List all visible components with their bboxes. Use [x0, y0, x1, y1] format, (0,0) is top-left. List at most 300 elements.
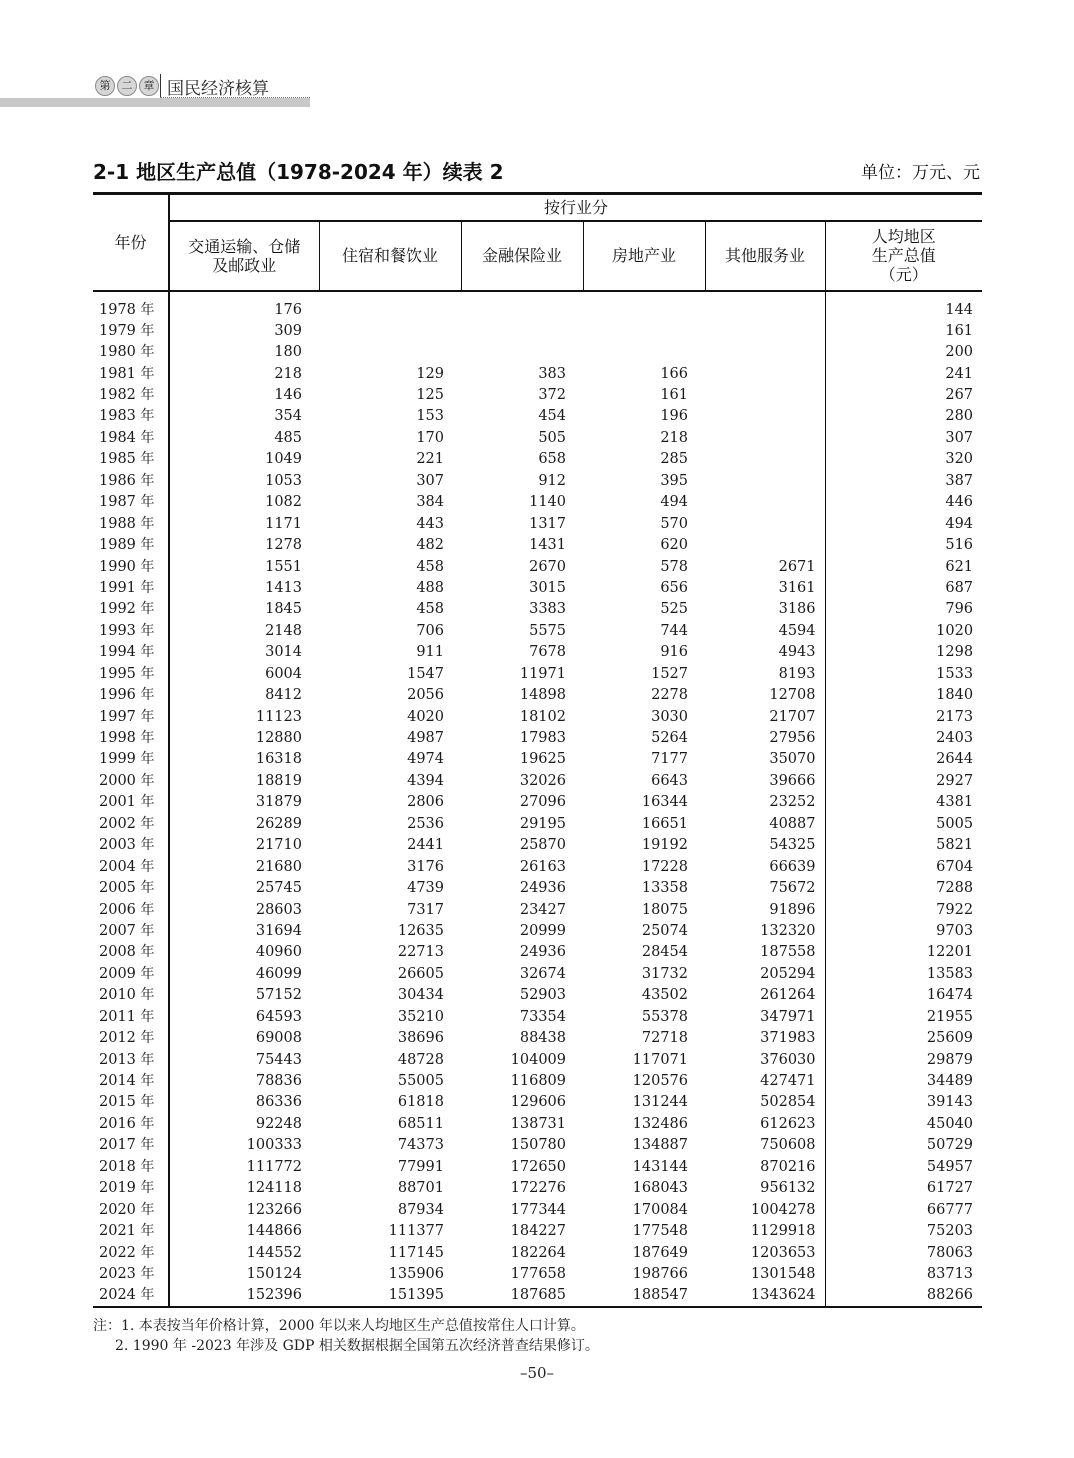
other-services-cell: 39666 [705, 771, 825, 792]
transport-cell: 75443 [255, 1051, 302, 1068]
transport-cell: 2148 [265, 622, 302, 639]
hospitality-cell: 77991 [397, 1158, 444, 1175]
year-value: 1983 [99, 408, 136, 425]
table-row [93, 728, 982, 749]
hospitality-cell: 911 [416, 644, 444, 661]
hospitality-cell: 74373 [397, 1137, 444, 1154]
year-cell [93, 1221, 169, 1242]
table-row [93, 1071, 982, 1092]
year-cell [93, 792, 169, 813]
year-cell [93, 964, 169, 985]
transport-cell: 31694 [255, 922, 302, 939]
finance-cell: 172650 [510, 1158, 566, 1175]
year-value: 1982 [99, 387, 136, 404]
finance-cell: 116809 [510, 1073, 566, 1090]
hospitality-cell: 4987 [407, 730, 444, 747]
other-services-cell [705, 513, 825, 534]
hospitality-cell: 111377 [388, 1223, 444, 1240]
table-row [93, 1285, 982, 1307]
real-estate-cell: 744 [660, 622, 688, 639]
hospitality-cell: 488 [416, 579, 444, 596]
finance-cell: 454 [538, 408, 566, 425]
hospitality-cell: 2806 [407, 794, 444, 811]
per-capita-gdp-cell: 621 [945, 558, 974, 575]
year-suffix: 年 [140, 901, 155, 918]
unit-label: 单位：万元、元 [861, 163, 980, 183]
other-services-cell [705, 535, 825, 556]
year-cell [93, 578, 169, 599]
table-row [93, 749, 982, 770]
hospitality-cell: 129 [416, 365, 444, 382]
per-capita-gdp-cell: 45040 [926, 1115, 974, 1132]
table-row [93, 578, 982, 599]
other-services-cell [705, 449, 825, 470]
per-capita-gdp-cell: 29879 [926, 1051, 974, 1068]
year-suffix: 年 [140, 1180, 155, 1197]
table-row [93, 449, 982, 470]
per-capita-gdp-cell: 83713 [926, 1265, 974, 1282]
table-row [93, 985, 982, 1006]
page-number: –50– [519, 1364, 555, 1382]
transport-cell: 92248 [255, 1115, 302, 1132]
transport-cell: 218 [274, 365, 302, 382]
hospitality-cell: 4394 [407, 772, 444, 789]
transport-cell: 111772 [246, 1158, 302, 1175]
real-estate-cell: 31732 [641, 965, 688, 982]
hospitality-cell: 443 [416, 515, 444, 532]
year-value: 2011 [99, 1008, 136, 1025]
hospitality-cell: 458 [416, 601, 444, 618]
hospitality-cell: 117145 [388, 1244, 444, 1261]
year-suffix: 年 [140, 944, 155, 961]
finance-cell: 912 [538, 472, 566, 489]
table-row [93, 1157, 982, 1178]
real-estate-cell: 166 [660, 365, 688, 382]
real-estate-cell: 6643 [651, 772, 688, 789]
other-services-cell: 4943 [705, 642, 825, 663]
real-estate-cell: 132486 [632, 1115, 688, 1132]
real-estate-cell: 7177 [651, 751, 688, 768]
finance-cell: 11971 [519, 665, 566, 682]
per-capita-gdp-cell: 494 [945, 515, 974, 532]
finance-cell: 187685 [461, 1285, 583, 1307]
year-cell [93, 835, 169, 856]
per-capita-gdp-cell: 320 [945, 451, 974, 468]
hospitality-cell [319, 321, 461, 342]
transport-cell: 152396 [169, 1285, 319, 1307]
other-services-cell: 261264 [705, 985, 825, 1006]
year-value: 2005 [99, 880, 136, 897]
per-capita-gdp-cell: 6704 [936, 858, 974, 875]
hospitality-cell: 38696 [397, 1030, 444, 1047]
other-services-cell: 66639 [705, 856, 825, 877]
hospitality-cell: 135906 [388, 1265, 444, 1282]
real-estate-cell: 43502 [641, 987, 688, 1004]
year-value: 2004 [99, 858, 136, 875]
other-services-cell: 8193 [705, 664, 825, 685]
year-value: 1991 [99, 579, 136, 596]
year-suffix: 年 [140, 558, 155, 575]
header-per-capita-line: （元） [879, 265, 928, 284]
other-services-cell: 12708 [705, 685, 825, 706]
real-estate-cell: 17228 [641, 858, 688, 875]
table-row [93, 685, 982, 706]
other-services-cell [705, 291, 825, 321]
year-cell [93, 771, 169, 792]
hospitality-cell: 151395 [319, 1285, 461, 1307]
transport-cell: 28603 [255, 901, 302, 918]
transport-cell: 1171 [265, 515, 302, 532]
other-services-cell: 1343624 [705, 1285, 825, 1307]
other-services-cell: 376030 [705, 1049, 825, 1070]
other-services-cell: 23252 [705, 792, 825, 813]
finance-cell [461, 342, 583, 363]
hospitality-cell: 125 [416, 387, 444, 404]
other-services-cell: 502854 [705, 1092, 825, 1113]
other-services-cell: 371983 [705, 1028, 825, 1049]
header-finance: 金融保险业 [461, 221, 583, 291]
year-suffix: 年 [140, 1073, 155, 1090]
real-estate-cell [583, 321, 705, 342]
hospitality-cell: 384 [416, 494, 444, 511]
table-row [93, 706, 982, 727]
transport-cell: 144552 [246, 1244, 302, 1261]
per-capita-gdp-cell: 1298 [936, 644, 974, 661]
header-per-capita-line: 生产总值 [871, 246, 936, 265]
year-value: 2003 [99, 837, 136, 854]
real-estate-cell: 131244 [632, 1094, 688, 1111]
hospitality-cell [319, 342, 461, 363]
header-other-services: 其他服务业 [705, 221, 825, 291]
year-cell [93, 1028, 169, 1049]
year-value: 2007 [99, 922, 136, 939]
transport-cell: 8412 [265, 687, 302, 704]
other-services-cell: 1301548 [705, 1264, 825, 1285]
other-services-cell: 612623 [705, 1114, 825, 1135]
real-estate-cell: 134887 [632, 1137, 688, 1154]
year-suffix: 年 [140, 1115, 155, 1132]
per-capita-gdp-cell: 5821 [936, 837, 974, 854]
transport-cell: 1053 [265, 472, 302, 489]
per-capita-gdp-cell: 66777 [926, 1201, 974, 1218]
year-value: 1998 [99, 730, 136, 747]
year-cell [93, 1199, 169, 1220]
finance-cell: 372 [538, 387, 566, 404]
finance-cell: 658 [538, 451, 566, 468]
year-value: 2009 [99, 965, 136, 982]
other-services-cell [705, 342, 825, 363]
finance-cell: 29195 [519, 815, 566, 832]
per-capita-gdp-cell: 50729 [926, 1137, 974, 1154]
header-hospitality: 住宿和餐饮业 [319, 221, 461, 291]
transport-cell: 1049 [265, 451, 302, 468]
per-capita-gdp-cell: 16474 [926, 987, 974, 1004]
real-estate-cell: 1527 [651, 665, 688, 682]
year-value: 2002 [99, 815, 136, 832]
per-capita-gdp-cell: 1533 [936, 665, 974, 682]
real-estate-cell: 161 [660, 387, 688, 404]
real-estate-cell: 19192 [641, 837, 688, 854]
table-row [93, 1007, 982, 1028]
other-services-cell [705, 471, 825, 492]
hospitality-cell: 88701 [397, 1180, 444, 1197]
year-suffix: 年 [140, 794, 155, 811]
other-services-cell: 1129918 [705, 1221, 825, 1242]
per-capita-gdp-cell: 241 [945, 365, 974, 382]
year-cell [93, 321, 169, 342]
transport-cell: 146 [274, 387, 302, 404]
per-capita-gdp-cell: 39143 [926, 1094, 974, 1111]
year-value: 2017 [99, 1137, 136, 1154]
year-suffix: 年 [140, 687, 155, 704]
year-value: 1986 [99, 472, 136, 489]
year-cell [93, 749, 169, 770]
year-cell [93, 291, 169, 321]
other-services-cell: 750608 [705, 1135, 825, 1156]
finance-cell: 1431 [529, 537, 566, 554]
transport-cell: 144866 [246, 1223, 302, 1240]
year-cell [93, 706, 169, 727]
header-by-industry: 按行业分 [169, 194, 982, 221]
real-estate-cell [583, 291, 705, 321]
year-cell [93, 1157, 169, 1178]
per-capita-gdp-cell: 5005 [936, 815, 974, 832]
real-estate-cell: 198766 [632, 1265, 688, 1282]
finance-cell: 1317 [529, 515, 566, 532]
year-suffix: 年 [140, 344, 155, 361]
real-estate-cell: 177548 [632, 1223, 688, 1240]
per-capita-gdp-cell: 687 [945, 579, 974, 596]
year-suffix: 年 [140, 451, 155, 468]
transport-cell: 18819 [255, 772, 302, 789]
transport-cell: 12880 [255, 730, 302, 747]
running-header [0, 68, 310, 108]
table-row [93, 942, 982, 963]
year-suffix: 年 [140, 837, 155, 854]
hospitality-cell: 2441 [407, 837, 444, 854]
hospitality-cell: 2056 [407, 687, 444, 704]
header-year: 年份 [93, 194, 169, 291]
year-suffix: 年 [140, 922, 155, 939]
header-bar [0, 98, 310, 107]
year-suffix: 年 [140, 1158, 155, 1175]
year-value: 1981 [99, 365, 136, 382]
transport-cell: 1278 [265, 537, 302, 554]
table-row [93, 342, 982, 363]
real-estate-cell: 525 [660, 601, 688, 618]
real-estate-cell: 13358 [641, 880, 688, 897]
table-row [93, 556, 982, 577]
footnotes [93, 1316, 599, 1356]
finance-cell [461, 291, 583, 321]
real-estate-cell: 16651 [641, 815, 688, 832]
year-suffix: 年 [140, 1287, 155, 1304]
year-suffix: 年 [140, 365, 155, 382]
year-value: 2019 [99, 1180, 136, 1197]
transport-cell: 25745 [255, 880, 302, 897]
real-estate-cell: 187649 [632, 1244, 688, 1261]
transport-cell: 21710 [255, 837, 302, 854]
year-value: 1985 [99, 451, 136, 468]
finance-cell: 138731 [510, 1115, 566, 1132]
year-cell [93, 1242, 169, 1263]
hospitality-cell: 35210 [397, 1008, 444, 1025]
hospitality-cell: 48728 [397, 1051, 444, 1068]
real-estate-cell: 117071 [632, 1051, 688, 1068]
year-value: 2001 [99, 794, 136, 811]
table-row [93, 1114, 982, 1135]
year-suffix: 年 [140, 858, 155, 875]
table-row [93, 1221, 982, 1242]
table-row [93, 428, 982, 449]
table-row [93, 291, 982, 321]
per-capita-gdp-cell: 144 [945, 301, 974, 318]
per-capita-gdp-cell: 21955 [926, 1008, 974, 1025]
hospitality-cell: 221 [416, 451, 444, 468]
table-row [93, 878, 982, 899]
year-cell [93, 1285, 169, 1307]
other-services-cell: 205294 [705, 964, 825, 985]
other-services-cell: 91896 [705, 899, 825, 920]
chapter-char: 第 [95, 76, 115, 96]
year-cell [93, 342, 169, 363]
table-row [93, 856, 982, 877]
per-capita-gdp-cell: 267 [945, 387, 974, 404]
finance-cell: 172276 [510, 1180, 566, 1197]
per-capita-gdp-cell: 280 [945, 408, 974, 425]
year-cell [93, 1178, 169, 1199]
year-cell [93, 1114, 169, 1135]
year-suffix: 年 [140, 987, 155, 1004]
hospitality-cell: 2536 [407, 815, 444, 832]
year-value: 1978 [99, 301, 136, 318]
chapter-char: 章 [139, 76, 159, 96]
year-cell [93, 1007, 169, 1028]
other-services-cell: 1203653 [705, 1242, 825, 1263]
real-estate-cell: 188547 [583, 1285, 705, 1307]
transport-cell: 31879 [255, 794, 302, 811]
per-capita-gdp-cell: 2644 [936, 751, 974, 768]
transport-cell: 21680 [255, 858, 302, 875]
finance-cell: 27096 [519, 794, 566, 811]
year-suffix: 年 [140, 1265, 155, 1282]
table-row [93, 921, 982, 942]
year-suffix: 年 [140, 772, 155, 789]
transport-cell: 64593 [255, 1008, 302, 1025]
finance-cell: 88438 [519, 1030, 566, 1047]
year-suffix: 年 [140, 1051, 155, 1068]
year-value: 2013 [99, 1051, 136, 1068]
table-row [93, 406, 982, 427]
hospitality-cell: 307 [416, 472, 444, 489]
real-estate-cell: 578 [660, 558, 688, 575]
year-suffix: 年 [140, 665, 155, 682]
chapter-char: 二 [117, 76, 137, 96]
real-estate-cell: 170084 [632, 1201, 688, 1218]
footnote-2: 2. 1990 年 -2023 年涉及 GDP 相关数据根据全国第五次经济普查结果修订。 [115, 1338, 599, 1354]
real-estate-cell [583, 342, 705, 363]
table-row [93, 385, 982, 406]
year-cell [93, 664, 169, 685]
transport-cell: 150124 [246, 1265, 302, 1282]
real-estate-cell: 28454 [641, 944, 688, 961]
real-estate-cell: 3030 [651, 708, 688, 725]
table-row [93, 1264, 982, 1285]
year-cell [93, 921, 169, 942]
real-estate-cell: 55378 [641, 1008, 688, 1025]
header-transport: 交通运输、仓储及邮政业 [169, 221, 319, 291]
transport-cell: 100333 [246, 1137, 302, 1154]
transport-cell: 46099 [255, 965, 302, 982]
year-suffix: 年 [140, 1201, 155, 1218]
per-capita-gdp-cell: 34489 [926, 1073, 974, 1090]
finance-cell: 177658 [510, 1265, 566, 1282]
year-cell [93, 1264, 169, 1285]
other-services-cell: 54325 [705, 835, 825, 856]
year-value: 2008 [99, 944, 136, 961]
header-divider [160, 74, 161, 98]
year-suffix: 年 [140, 1030, 155, 1047]
year-value: 1989 [99, 537, 136, 554]
real-estate-cell: 2278 [651, 687, 688, 704]
finance-cell: 2670 [529, 558, 566, 575]
hospitality-cell: 30434 [397, 987, 444, 1004]
finance-cell: 383 [538, 365, 566, 382]
table-title: 2-1 地区生产总值（1978-2024 年）续表 2 [93, 160, 504, 184]
finance-cell: 177344 [510, 1201, 566, 1218]
per-capita-gdp-cell: 61727 [926, 1180, 974, 1197]
finance-cell: 73354 [519, 1008, 566, 1025]
year-cell [93, 428, 169, 449]
hospitality-cell: 706 [416, 622, 444, 639]
per-capita-gdp-cell: 12201 [926, 944, 974, 961]
hospitality-cell: 4974 [407, 751, 444, 768]
year-suffix: 年 [140, 472, 155, 489]
hospitality-cell: 458 [416, 558, 444, 575]
transport-cell: 124118 [246, 1180, 302, 1197]
year-cell [93, 1092, 169, 1113]
hospitality-cell: 68511 [397, 1115, 444, 1132]
table-row [93, 535, 982, 556]
finance-cell: 104009 [510, 1051, 566, 1068]
real-estate-cell: 494 [660, 494, 688, 511]
hospitality-cell: 87934 [397, 1201, 444, 1218]
year-suffix: 年 [140, 601, 155, 618]
per-capita-gdp-cell: 78063 [926, 1244, 974, 1261]
other-services-cell: 4594 [705, 621, 825, 642]
other-services-cell [705, 321, 825, 342]
per-capita-gdp-cell: 88266 [825, 1285, 982, 1307]
year-cell [93, 449, 169, 470]
hospitality-cell: 482 [416, 537, 444, 554]
year-value: 2015 [99, 1094, 136, 1111]
year-value: 2018 [99, 1158, 136, 1175]
transport-cell: 3014 [265, 644, 302, 661]
per-capita-gdp-cell: 2927 [936, 772, 974, 789]
transport-cell: 57152 [255, 987, 302, 1004]
year-value: 1993 [99, 622, 136, 639]
year-suffix: 年 [140, 387, 155, 404]
per-capita-gdp-cell: 1020 [936, 622, 974, 639]
year-value: 2023 [99, 1265, 136, 1282]
year-value: 1980 [99, 344, 136, 361]
finance-cell: 7678 [529, 644, 566, 661]
real-estate-cell: 570 [660, 515, 688, 532]
per-capita-gdp-cell: 200 [945, 344, 974, 361]
year-value: 2014 [99, 1073, 136, 1090]
other-services-cell: 187558 [705, 942, 825, 963]
finance-cell: 505 [538, 429, 566, 446]
